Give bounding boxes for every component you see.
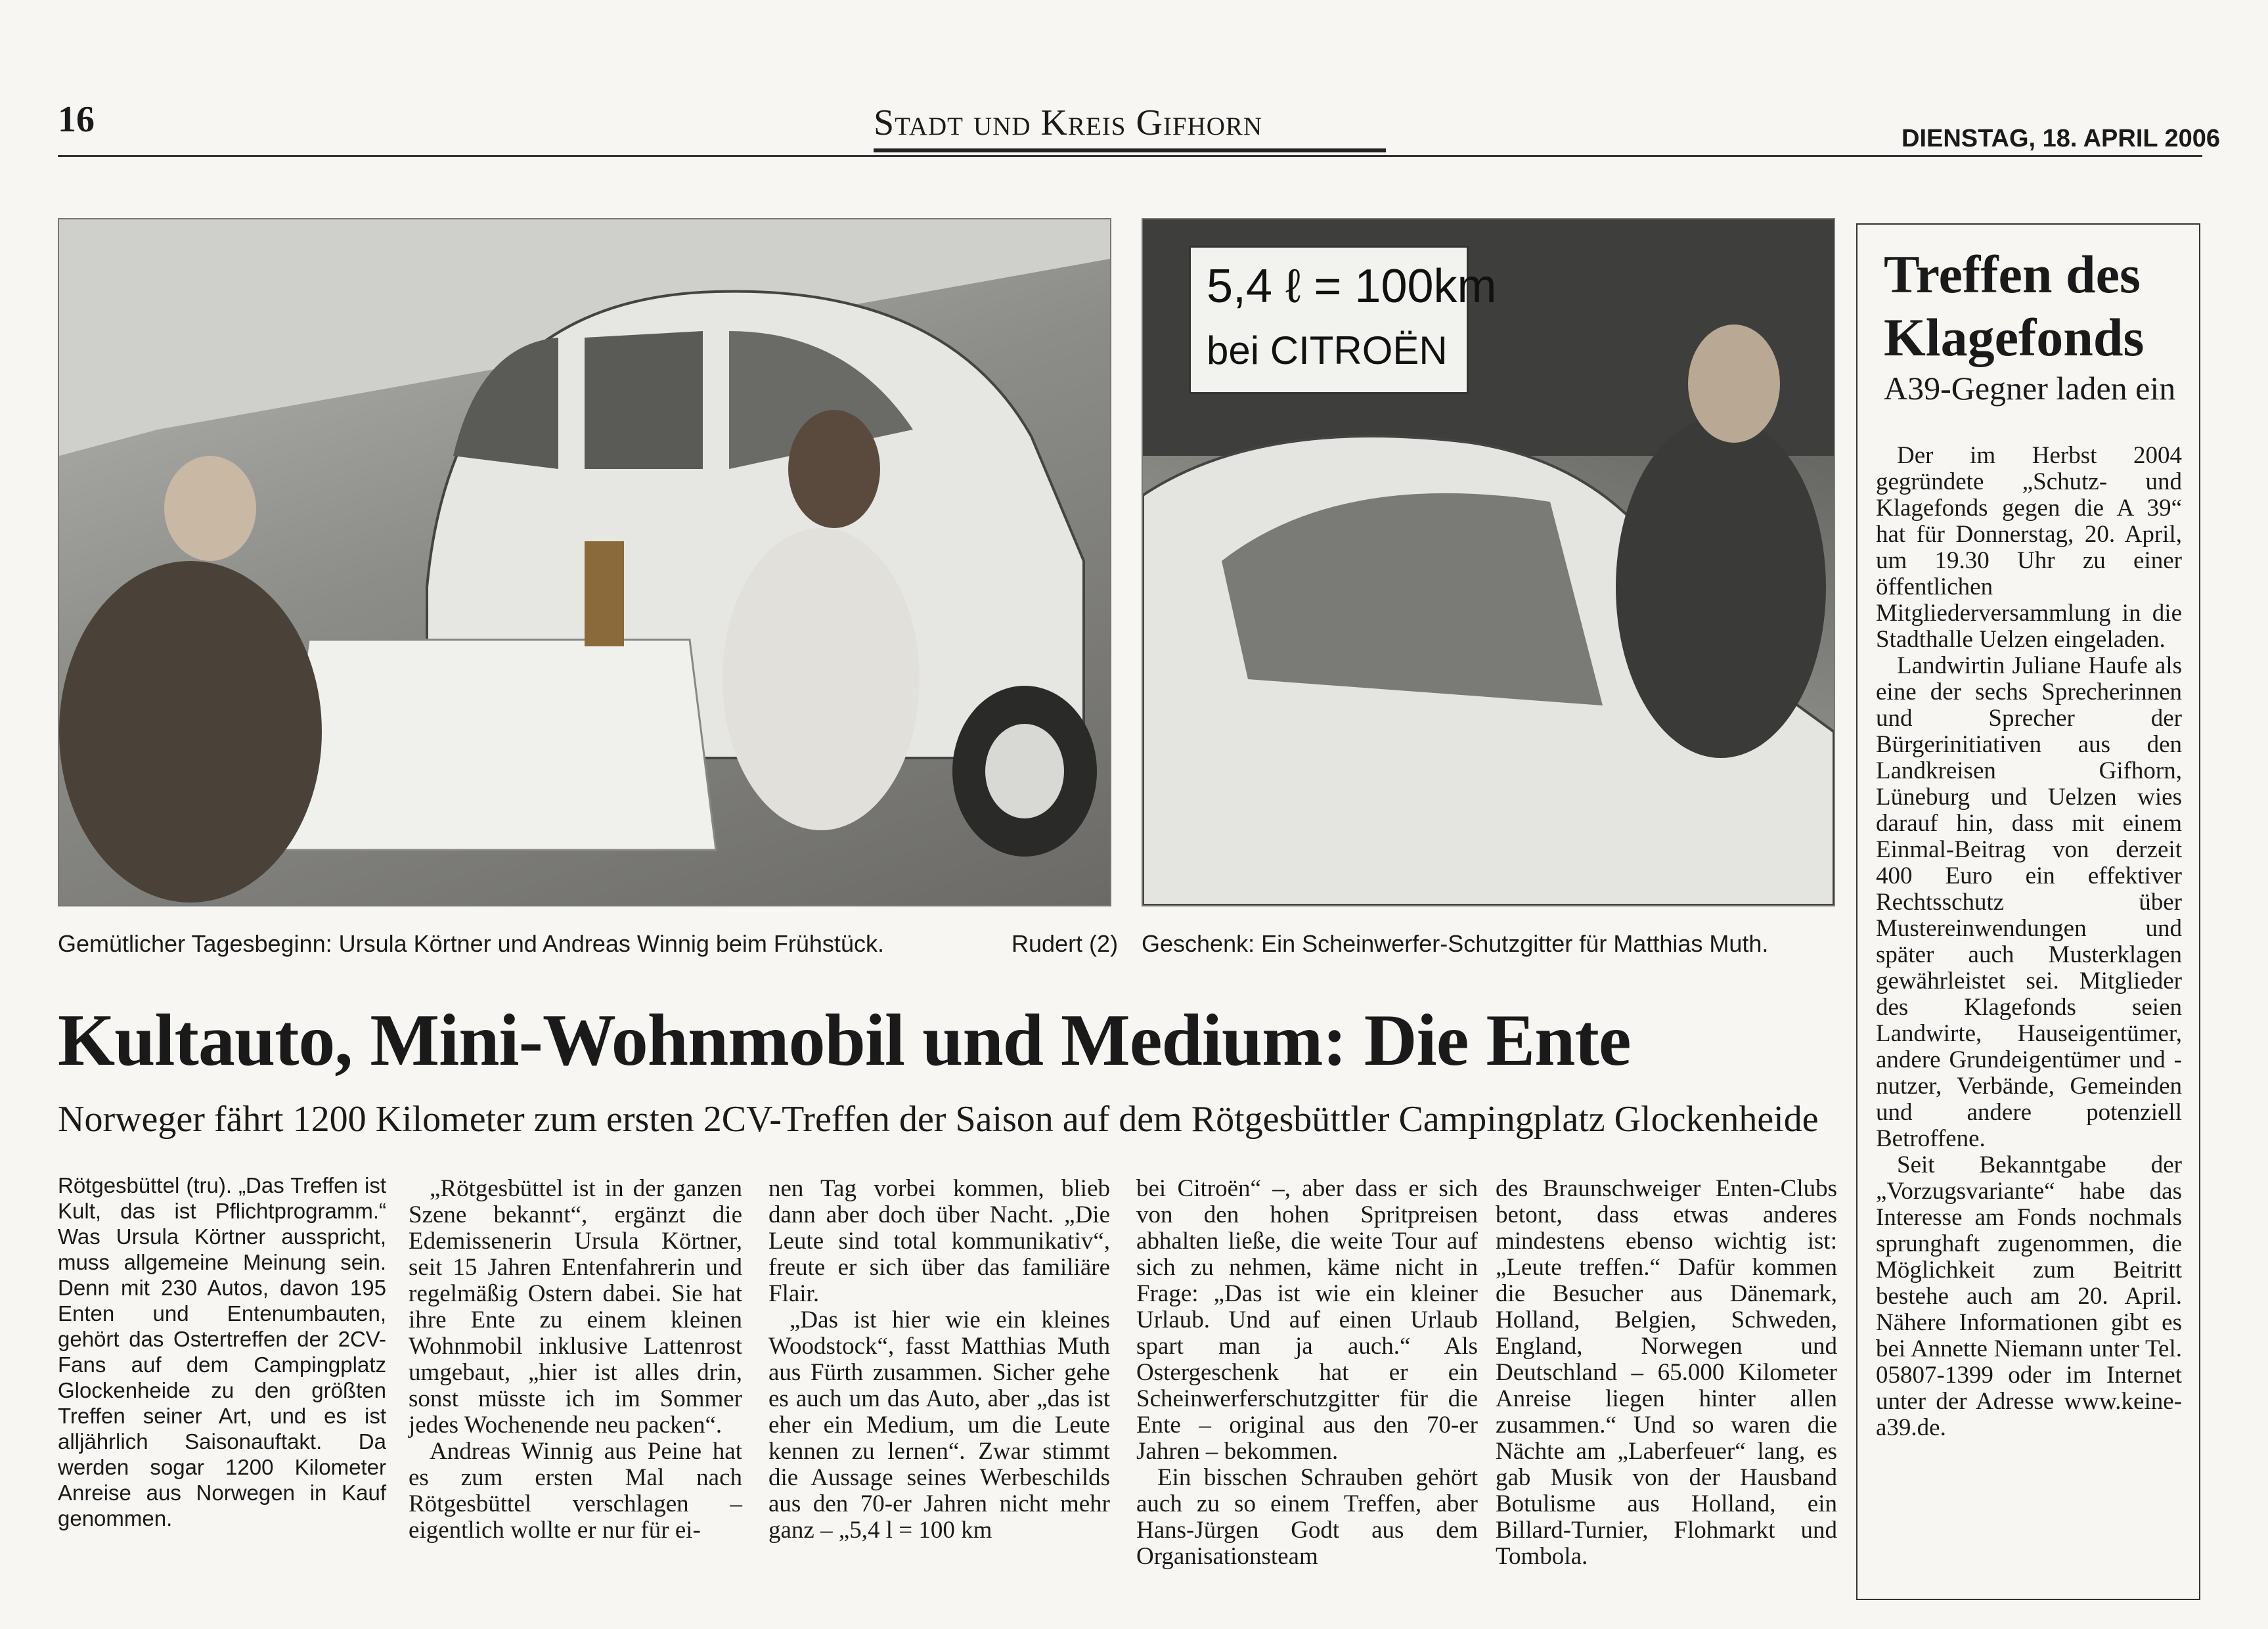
sidebar-paragraph: Seit Bekanntgabe der „Vorzugsvariante“ habe das Interesse am Fonds nochmals sprunghaft zugenommen, die Möglichkeit zum Beitritt bestehe auch am 20. April. Nähere Informationen gibt es bei Annette Niemann unter Tel. 05807-1399 oder im Internet unter der Adresse www.keine-a39.de.	[1876, 1151, 2182, 1441]
paragraph: Andreas Winnig aus Peine hat es zum ersten Mal nach Rötgesbüttel verschlagen – eigentlich wollte er nur für ei-	[409, 1438, 742, 1544]
header-rule	[58, 155, 2202, 157]
photo-citroen-sign	[1142, 218, 1835, 906]
paragraph: „Das ist hier wie ein kleines Woodstock“, fasst Matthias Muth aus Fürth zusammen. Sicher gehe es auch um das Auto, aber „das ist eher ein Medium, um die Leute kennen zu lernen“. Zwar stimmt die Aussage seines Werbeschilds aus den 70-er Jahren nicht mehr ganz – „5,4 l = 100 km	[768, 1306, 1110, 1544]
article-column-2	[409, 1176, 742, 1544]
coffee-pot	[585, 541, 624, 646]
issue-date: DIENSTAG, 18. APRIL 2006	[1901, 125, 2221, 152]
paragraph: nen Tag vorbei kommen, blieb dann aber doch über Nacht. „Die Leute sind total kommunikativ“, freute er sich über das familiäre Flair.	[768, 1175, 1110, 1307]
paragraph: „Rötgesbüttel ist in der ganzen Szene bekannt“, ergänzt die Edemissenerin Ursula Körtner, seit 15 Jahren Entenfahrerin und regelmäßig Ostern dabei. Sie hat ihre Ente zu einem kleinen Wohnmobil inklusive Lattenrost umgebaut, „hier ist alles drin, sonst müsste ich im Sommer jedes Wochenende neu packen“.	[409, 1175, 742, 1439]
man-standing-head	[1688, 324, 1780, 443]
paragraph: bei Citroën“ –, aber dass er sich von den hohen Spritpreisen abhalten ließe, die weite Tour auf sich zu nehmen, käme nicht in Frage: „Das ist wie ein kleiner Urlaub. Und auf einen Urlaub spart man ja auch.“ Als Ostergeschenk hat er ein Scheinwerferschutzgitter für die Ente – original aus den 70-er Jahren – bekommen.	[1136, 1175, 1478, 1465]
article-column-3	[768, 1176, 1110, 1544]
woman-seated	[723, 528, 920, 830]
man-standing	[1616, 416, 1826, 758]
page-number: 16	[58, 99, 95, 140]
car-window-door	[585, 331, 703, 469]
man-seated	[59, 561, 322, 903]
section-underline	[874, 148, 1386, 152]
sign-consumption-text: 5,4 ℓ = 100km	[1207, 260, 1497, 313]
sidebar-box	[1856, 223, 2200, 1600]
table-cloth	[282, 640, 716, 850]
photo-breakfast-caption: Gemütlicher Tagesbeginn: Ursula Körtner und Andreas Winnig beim Frühstück.	[58, 930, 884, 957]
car-hubcap	[985, 724, 1064, 818]
sign-brand-text: bei CITROËN	[1207, 328, 1448, 372]
lead-paragraph: Rötgesbüttel (tru). „Das Treffen ist Kult, das ist Pflichtprogramm.“ Was Ursula Körtner ausspricht, muss allgemeine Meinung sein. Denn mit 230 Autos, davon 195 Enten und Entenumbauten, gehört das Ostertreffen der 2CV-Fans auf dem Campingplatz Glockenheide zu den größten Treffen seiner Art, und es ist alljährlich Saisonauftakt. Da werden sogar 1200 Kilometer Anreise aus Norwegen in Kauf genommen.	[58, 1173, 386, 1530]
section-title: Stadt und Kreis Gifhorn	[874, 102, 1263, 143]
woman-head	[788, 410, 880, 528]
article-headline: Kultauto, Mini-Wohnmobil und Medium: Die Ente	[58, 1000, 1631, 1081]
sidebar-body	[1876, 443, 2182, 1441]
photo-breakfast	[58, 218, 1111, 906]
sidebar-paragraph: Der im Herbst 2004 gegründete „Schutz- und Klagefonds gegen die A 39“ hat für Donnerstag, 20. April, um 19.30 Uhr zu einer öffentlichen Mitgliederversammlung in die Stadthalle Uelzen eingeladen.	[1876, 442, 2182, 653]
paragraph: Ein bisschen Schrauben gehört auch zu so einem Treffen, aber Hans-Jürgen Godt aus dem Organisationsteam	[1136, 1464, 1478, 1570]
sidebar-subtitle: A39-Gegner laden ein	[1884, 370, 2176, 407]
citroen-sign	[1189, 246, 1497, 394]
article-lead	[58, 1172, 386, 1531]
photo-credit: Rudert (2)	[1012, 930, 1119, 957]
sidebar-title: Treffen des Klagefonds	[1884, 244, 2145, 367]
breakfast-scene-illustration	[59, 219, 1110, 905]
article-column-4	[1136, 1176, 1478, 1570]
sidebar-paragraph: Landwirtin Juliane Haufe als eine der sechs Sprecherinnen und Sprecher der Bürgerinitiativen aus den Landkreisen Gifhorn, Lüneburg und Uelzen wies darauf hin, dass mit einem Einmal-Beitrag von derzeit 400 Euro ein effektiver Rechtsschutz über Mustereinwendungen und später auch Musterklagen gewährleistet sei. Mitglieder des Klagefonds seien Landwirte, Hauseigentümer, andere Grundeigentümer und -nutzer, Verbände, Gemeinden und andere potenziell Betroffene.	[1876, 652, 2182, 1152]
paragraph: des Braunschweiger Enten-Clubs betont, dass etwas anderes mindestens ebenso wichtig ist: „Leute treffen.“ Dafür kommen die Besucher aus Dänemark, Holland, Belgien, Schweden, England, Norwegen und Deutschland – 65.000 Kilometer Anreise liegen hinter allen zusammen.“ Und so waren die Nächte am „Laberfeuer“ lang, es gab Musik von der Hausband Botulisme aus Holland, ein Billard-Turnier, Flohmarkt und Tombola.	[1496, 1175, 1837, 1570]
photo-citroen-caption: Geschenk: Ein Scheinwerfer-Schutzgitter für Matthias Muth.	[1142, 930, 1769, 957]
man-head	[164, 456, 256, 561]
article-column-5	[1496, 1176, 1837, 1570]
article-subheadline: Norweger fährt 1200 Kilometer zum ersten 2CV-Treffen der Saison auf dem Rötgesbüttler Campingplatz Glockenheide	[58, 1099, 1819, 1140]
